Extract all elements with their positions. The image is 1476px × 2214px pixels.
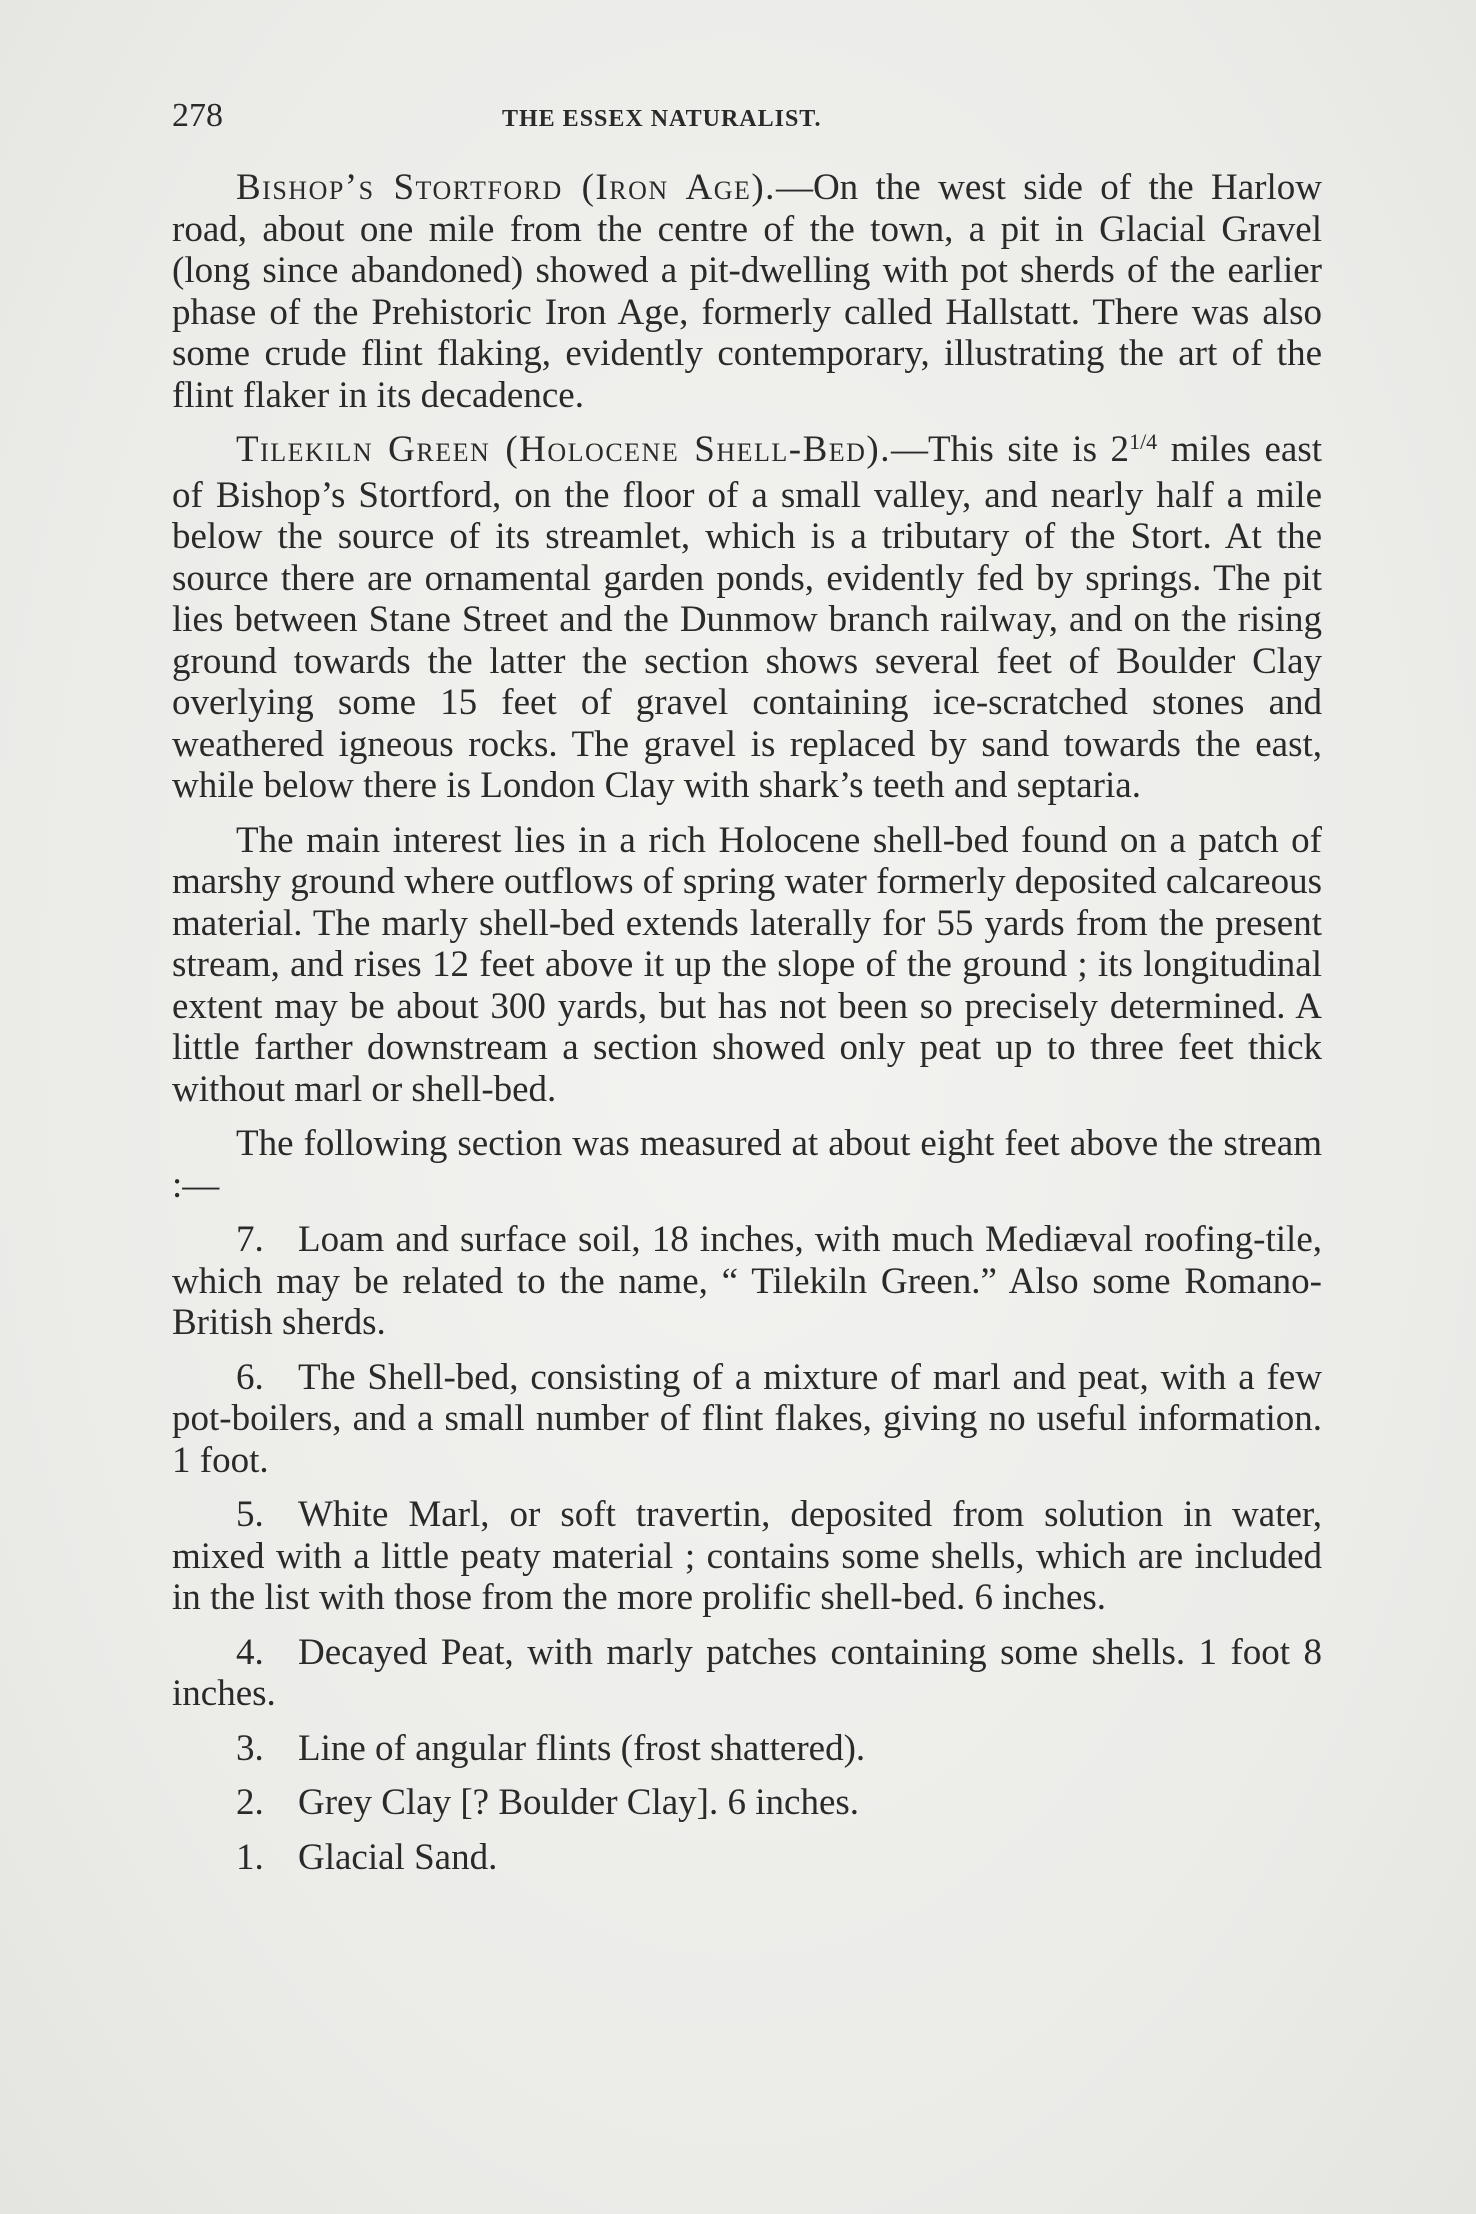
list-item-number: 4. [236, 1631, 264, 1673]
section-list-item [172, 1494, 1322, 1619]
section-heading: Tilekiln Green (Holocene Shell-Bed). [236, 429, 892, 470]
paragraph-text: —This site is 2 [891, 429, 1130, 470]
list-item-text: Grey Clay [? Boulder Clay]. 6 inches. [298, 1782, 860, 1823]
list-item-number: 2. [236, 1782, 264, 1823]
list-item-text: Glacial Sand. [298, 1836, 498, 1878]
page-body [172, 95, 1322, 1891]
list-item-number: 6. [236, 1356, 264, 1398]
list-item-number: 3. [236, 1727, 264, 1769]
list-item-text: White Marl, or soft travertin, deposited from solution in water, mixed with a little peaty material ; contains some shells, which are included in the list with those from the more prolific shell-bed. 6 inches. [172, 1494, 1322, 1618]
paragraph-section-intro: The following section was measured at about eight feet above the stream :— [172, 1123, 1322, 1206]
paragraph-text: miles east of Bishop’s Stortford, on the floor of a small valley, and nearly half a mile below the source of its streamlet, which is a tributary of the Stort. At the source there are ornamental garden ponds, evidently fed by springs. The pit lies between Stane Street and the Dunmow branch railway, and on the rising ground towards the latter the section shows several feet of Boulder Clay overlying some 15 feet of gravel containing ice-scratched stones and weathered igneous rocks. The gravel is replaced by sand towards the east, while below there is London Clay with shark’s teeth and septaria. [172, 429, 1323, 806]
paragraph-bishops-stortford [172, 167, 1322, 416]
fraction: 1/4 [1129, 429, 1158, 454]
list-item-number: 7. [236, 1219, 264, 1260]
section-list-item [172, 1357, 1322, 1482]
section-list-item [172, 1837, 1322, 1879]
section-list-item [172, 1219, 1322, 1344]
list-item-text: Decayed Peat, with marly patches containing some shells. 1 foot 8 inches. [172, 1631, 1322, 1714]
page-number: 278 [172, 97, 223, 134]
section-heading: Bishop’s Stortford (Iron Age). [236, 167, 776, 208]
running-head: THE ESSEX NATURALIST. [502, 106, 822, 132]
section-list-item [172, 1632, 1322, 1715]
paragraph-tilekiln-green [172, 429, 1322, 807]
paragraph-text: —On the west side of the Harlow road, about one mile from the centre of the town, a pit in Glacial Gravel (long since abandoned) showed a pit-dwelling with pot sherds of the earlier phase of the Prehistoric Iron Age, formerly called Hallstatt. There was also some crude flint flaking, evidently contemporary, illustrating the art of the flint flaker in its decadence. [172, 167, 1322, 416]
page-header [172, 95, 1322, 143]
section-list-item [172, 1782, 1322, 1824]
section-list-item [172, 1728, 1322, 1770]
list-item-number: 1. [236, 1836, 264, 1878]
list-item-text: Loam and surface soil, 18 inches, with much Mediæval roofing-tile, which may be related to the name, “ Tilekiln Green.” Also some Romano-British sherds. [172, 1219, 1322, 1343]
paragraph-main-interest: The main interest lies in a rich Holocene shell-bed found on a patch of marshy ground where outflows of spring water formerly deposited calcareous material. The marly shell-bed extends laterally for 55 yards from the present stream, and rises 12 feet above it up the slope of the ground ; its longitudinal extent may be about 300 yards, but has not been so precisely determined. A little farther downstream a section showed only peat up to three feet thick without marl or shell-bed. [172, 819, 1322, 1110]
list-item-number: 5. [236, 1494, 264, 1535]
list-item-text: Line of angular flints (frost shattered). [298, 1727, 866, 1769]
list-item-text: The Shell-bed, consisting of a mixture of marl and peat, with a few pot-boilers, and a small number of flint flakes, giving no useful information. 1 foot. [172, 1356, 1322, 1481]
